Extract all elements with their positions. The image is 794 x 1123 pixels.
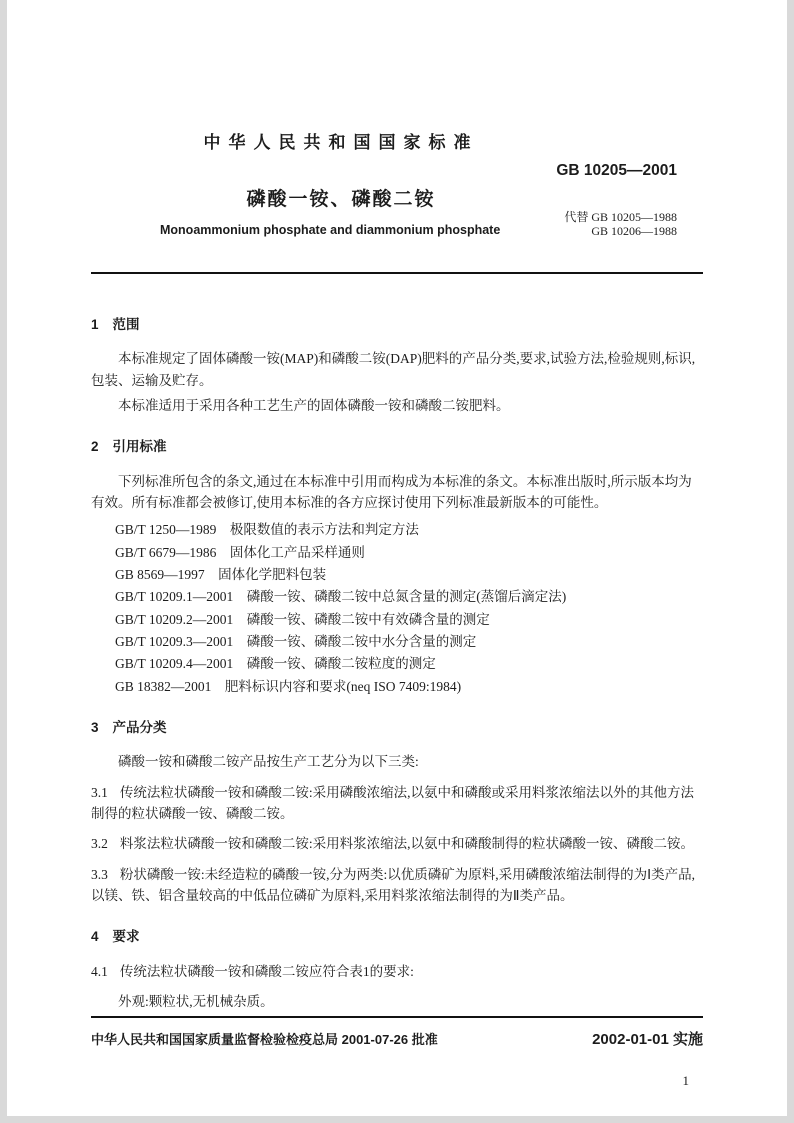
reference-item: GB 18382—2001 肥料标识内容和要求(neq ISO 7409:1984) bbox=[115, 678, 462, 694]
section-heading-scope bbox=[91, 314, 703, 335]
clause-text: 传统法粒状磷酸一铵和磷酸二铵:采用磷酸浓缩法,以氨中和磷酸或采用料浆浓缩法以外的其他方法制得的粒状磷酸一铵、磷酸二铵。 bbox=[91, 784, 694, 821]
standard-number: GB 10205—2001 bbox=[556, 162, 677, 179]
paragraph: 磷酸一铵和磷酸二铵产品按生产工艺分为以下三类: bbox=[118, 754, 419, 770]
section-number: 4 bbox=[91, 929, 99, 945]
appearance-note: 外观:颗粒状,无机械杂质。 bbox=[118, 993, 274, 1009]
section-number: 1 bbox=[91, 317, 99, 332]
reference-list bbox=[115, 519, 703, 697]
clause-number: 3.2 bbox=[91, 836, 108, 852]
clause-number: 3.1 bbox=[91, 784, 108, 800]
section-title: 要求 bbox=[112, 929, 140, 945]
section-title: 范围 bbox=[112, 317, 140, 332]
reference-item: GB 8569—1997 固体化学肥料包装 bbox=[115, 566, 327, 582]
reference-item: GB/T 1250—1989 极限数值的表示方法和判定方法 bbox=[115, 522, 419, 538]
clause-text: 粉状磷酸一铵:未经造粒的磷酸一铵,分为两类:以优质磷矿为原料,采用磷酸浓缩法制得的为Ⅰ类产品,以镁、铁、铝含量较高的中低品位磷矿为原料,采用料浆浓缩法制得的为Ⅱ类产品。 bbox=[91, 866, 695, 903]
english-title: Monoammonium phosphate and diammonium phosphate bbox=[160, 223, 501, 237]
approval-authority: 中华人民共和国国家质量监督检验检疫总局 2001-07-26 批准 bbox=[91, 1032, 438, 1048]
section-number: 2 bbox=[91, 439, 99, 455]
document-body bbox=[91, 314, 703, 1016]
replaces-line-2: GB 10206—1988 bbox=[591, 224, 677, 238]
standard-type-heading: 中华人民共和国国家标准 bbox=[203, 133, 479, 152]
document-footer bbox=[91, 1016, 703, 1089]
clause-3-2 bbox=[91, 833, 703, 854]
replaces-block bbox=[564, 210, 677, 238]
clause-number: 4.1 bbox=[91, 963, 108, 979]
reference-item: GB/T 10209.4—2001 磷酸一铵、磷酸二铵粒度的测定 bbox=[115, 656, 436, 672]
document-header bbox=[91, 118, 703, 274]
section-heading-requirements bbox=[91, 926, 703, 947]
clause-3-3 bbox=[91, 864, 703, 907]
document-page bbox=[7, 0, 787, 1116]
section-title: 产品分类 bbox=[112, 719, 167, 735]
paragraph: 本标准规定了固体磷酸一铵(MAP)和磷酸二铵(DAP)肥料的产品分类,要求,试验方法,检验规则,标识,包装、运输及贮存。 bbox=[91, 351, 696, 388]
clause-text: 传统法粒状磷酸一铵和磷酸二铵应符合表1的要求: bbox=[119, 963, 414, 979]
section-title: 引用标准 bbox=[112, 439, 167, 455]
clause-number: 3.3 bbox=[91, 866, 108, 882]
reference-item: GB/T 10209.1—2001 磷酸一铵、磷酸二铵中总氮含量的测定(蒸馏后滴定法) bbox=[115, 589, 567, 605]
clause-text: 料浆法粒状磷酸一铵和磷酸二铵:采用料浆浓缩法,以氨中和磷酸制得的粒状磷酸一铵、磷酸二铵。 bbox=[119, 836, 694, 852]
implementation-date: 2002-01-01 实施 bbox=[592, 1031, 703, 1049]
section-heading-references bbox=[91, 436, 703, 457]
clause-3-1 bbox=[91, 782, 703, 825]
document-title: 磷酸一铵、磷酸二铵 bbox=[246, 189, 436, 210]
footer-row bbox=[91, 1028, 703, 1049]
reference-item: GB/T 10209.3—2001 磷酸一铵、磷酸二铵中水分含量的测定 bbox=[115, 633, 477, 649]
footer-rule bbox=[91, 1016, 703, 1018]
paragraph: 下列标准所包含的条文,通过在本标准中引用而构成为本标准的条文。本标准出版时,所示版本均为有效。所有标准都会被修订,使用本标准的各方应探讨使用下列标准最新版本的可能性。 bbox=[91, 473, 692, 510]
reference-item: GB/T 6679—1986 固体化工产品采样通则 bbox=[115, 544, 365, 560]
paragraph: 本标准适用于采用各种工艺生产的固体磷酸一铵和磷酸二铵肥料。 bbox=[118, 397, 510, 413]
section-number: 3 bbox=[91, 719, 99, 735]
page-number: 1 bbox=[682, 1073, 689, 1089]
clause-4-1 bbox=[91, 961, 703, 982]
replaces-line-1: 代替 GB 10205—1988 bbox=[564, 210, 677, 224]
reference-item: GB/T 10209.2—2001 磷酸一铵、磷酸二铵中有效磷含量的测定 bbox=[115, 611, 490, 627]
section-heading-classification bbox=[91, 717, 703, 738]
